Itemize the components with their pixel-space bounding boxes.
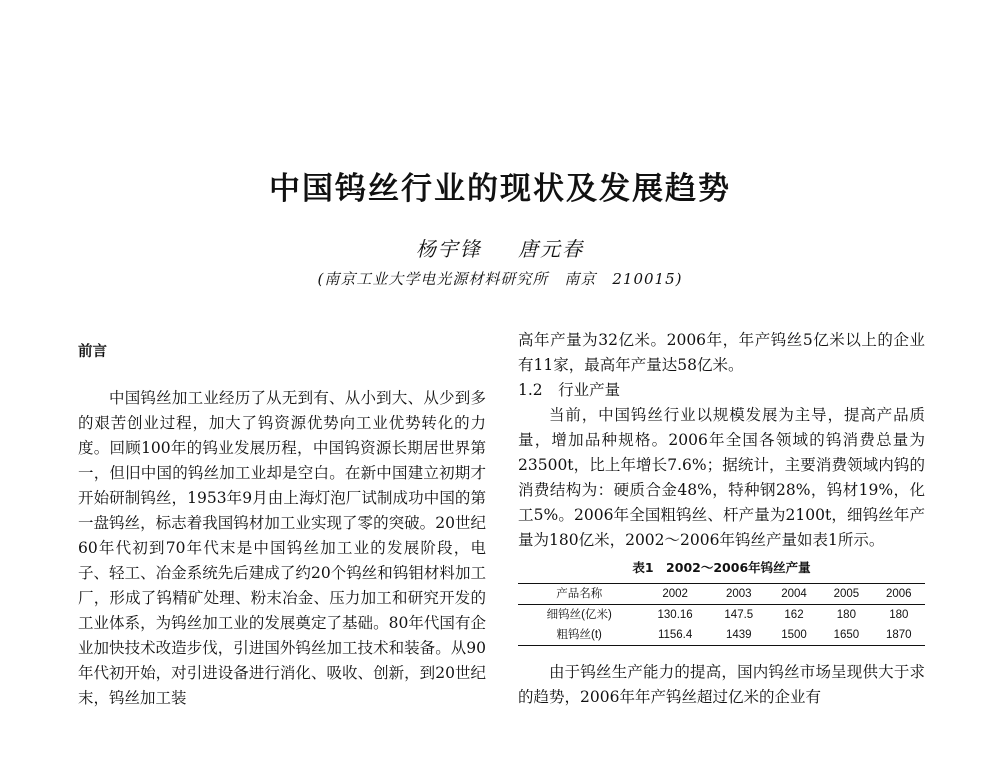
table-caption: 表1 2002～2006年钨丝产量 (632, 560, 811, 575)
table-row (518, 625, 925, 646)
production-table (518, 583, 925, 646)
table-cell: 162 (784, 609, 804, 621)
body-paragraph: 高年产量为32亿米。2006年，年产钨丝5亿米以上的企业有11家，最高年产量达58亿米。 (518, 331, 925, 374)
table-cell: 180 (889, 609, 909, 621)
table-header-cell: 产品名称 (556, 588, 603, 600)
table-cell: 1156.4 (657, 629, 693, 641)
table-cell: 147.5 (724, 609, 754, 621)
table-cell: 粗钨丝(t) (556, 629, 602, 641)
author-name: 唐元春 (518, 237, 585, 261)
author-name: 杨宇锋 (415, 237, 482, 261)
body-paragraph: 由于钨丝生产能力的提高，国内钨丝市场呈现供大于求的趋势，2006年年产钨丝超过亿米的企业有 (518, 663, 925, 706)
body-paragraph: 当前，中国钨丝行业以规模发展为主导，提高产品质量，增加品种规格。2006年全国各领域的钨消费总量为23500t，比上年增长7.6%；据统计，主要消费领域内钨的消费结构为：硬质合金48%，特种钢28%，钨材19%，化工5%。2006年全国粗钨丝、杆产量为2100t，细钨丝年产量为180亿米，2002～2006年钨丝产量如表1所示。 (518, 406, 925, 549)
body-paragraph: 中国钨丝加工业经历了从无到有、从小到大、从少到多的艰苦创业过程，加大了钨资源优势向工业优势转化的力度。回顾100年的钨业发展历程，中国钨资源长期居世界第一，但旧中国的钨丝加工业却是空白。在新中国建立初期才开始研制钨丝，1953年9月由上海灯泡厂试制成功中国的第一盘钨丝，标志着我国钨材加工业实现了零的突破。20世纪60年代初到70年代末是中国钨丝加工业的发展阶段，电子、轻工、冶金系统先后建成了约20个钨丝和钨钼材料加工厂，形成了钨精矿处理、粉末冶金、压力加工和研究开发的工业体系，为钨丝加工业的发展奠定了基础。80年代国有企业加快技术改造步伐，引进国外钨丝加工技术和装备。从90年代初开始，对引进设备进行消化、吸收、创新，到20世纪末，钨丝加工装 (78, 389, 486, 707)
table-cell: 180 (836, 609, 856, 621)
table-cell: 130.16 (657, 609, 693, 621)
table-cell: 1650 (833, 629, 860, 641)
table-cell: 1439 (726, 629, 752, 641)
table-header-cell: 2003 (726, 588, 752, 600)
table-header-cell: 2002 (662, 588, 688, 600)
table-header-cell: 2005 (833, 588, 860, 600)
table-cell: 1500 (781, 629, 807, 641)
subsection-heading: 1.2 行业产量 (518, 381, 621, 399)
table-header-row (518, 584, 925, 605)
section-heading: 前言 (78, 344, 107, 360)
table-row (518, 605, 925, 626)
authors (0, 233, 1000, 262)
table-header-cell: 2004 (781, 588, 807, 600)
right-column (518, 328, 925, 710)
paper-title: 中国钨丝行业的现状及发展趋势 (269, 171, 731, 207)
left-column (78, 328, 486, 711)
table-header-cell: 2006 (885, 588, 912, 600)
table-cell: 细钨丝(亿米) (546, 609, 612, 621)
affiliation: (南京工业大学电光源材料研究所 南京 210015) (317, 270, 683, 288)
table-cell: 1870 (885, 629, 912, 641)
